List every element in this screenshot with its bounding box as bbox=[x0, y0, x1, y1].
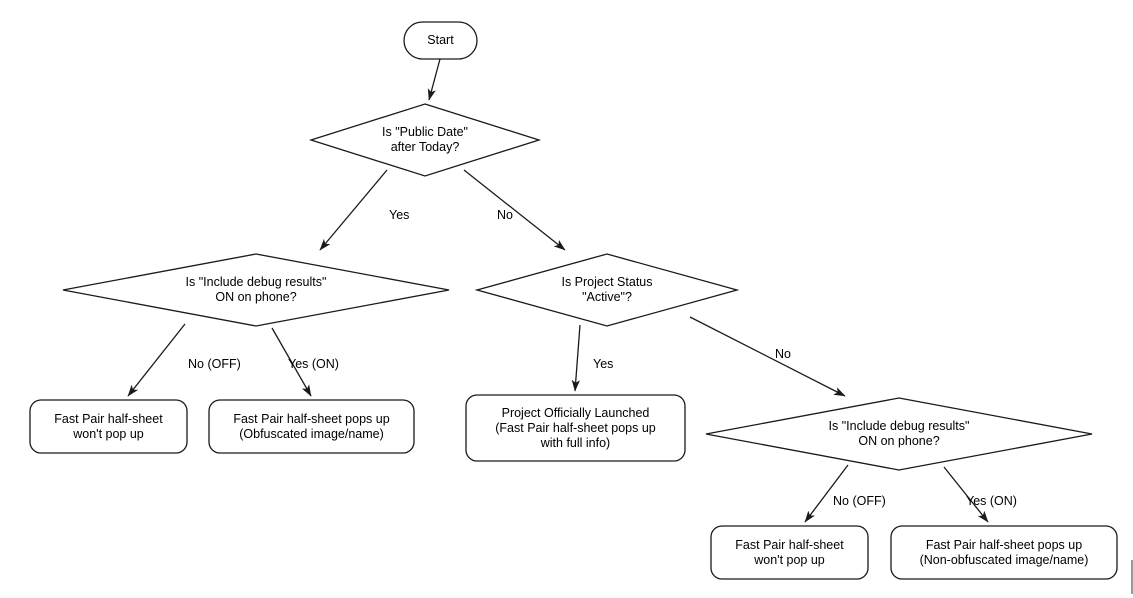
node-debug-results-left-decision bbox=[63, 254, 449, 326]
text-line: (Non-obfuscated image/name) bbox=[919, 552, 1089, 567]
node-debug-results-right-decision bbox=[706, 398, 1092, 470]
node-obfuscated-popup bbox=[209, 400, 414, 453]
text-line: ON on phone? bbox=[215, 290, 297, 304]
edge-label-project-status-yes: Yes bbox=[593, 357, 614, 371]
node-start bbox=[404, 22, 477, 59]
node-no-popup-right bbox=[711, 526, 868, 579]
text-line: Is Project Status bbox=[561, 275, 653, 289]
edge-project-status-yes bbox=[575, 325, 580, 391]
text-line: won't pop up bbox=[73, 426, 144, 441]
edge-label-public-date-no: No bbox=[497, 208, 513, 222]
text-line: Is "Include debug results" bbox=[185, 275, 327, 289]
edge-label-debug-right-no: No (OFF) bbox=[833, 494, 886, 508]
edge-start-to-public-date bbox=[429, 59, 440, 100]
node-no-popup-left bbox=[30, 400, 187, 453]
text-line: Project Officially Launched bbox=[501, 405, 650, 420]
edge-public-date-no bbox=[464, 170, 565, 250]
text-line: Fast Pair half-sheet bbox=[735, 537, 844, 552]
edge-label-debug-left-no: No (OFF) bbox=[188, 357, 241, 371]
text-line: "Active"? bbox=[582, 290, 632, 304]
text-line: Is "Public Date" bbox=[382, 125, 468, 139]
text-line: Fast Pair half-sheet pops up bbox=[233, 411, 390, 426]
node-officially-launched bbox=[466, 395, 685, 461]
edge-label-project-status-no: No bbox=[775, 347, 791, 361]
text-line: (Obfuscated image/name) bbox=[239, 426, 384, 441]
node-project-status-decision bbox=[477, 254, 737, 326]
edge-debug-left-no bbox=[128, 324, 185, 396]
text-line: Fast Pair half-sheet bbox=[54, 411, 163, 426]
edge-label-public-date-yes: Yes bbox=[389, 208, 410, 222]
text-line: Start bbox=[427, 33, 454, 47]
text-line: won't pop up bbox=[754, 552, 825, 567]
text-line: Is "Include debug results" bbox=[828, 419, 970, 433]
text-line: (Fast Pair half-sheet pops up bbox=[495, 420, 656, 435]
edge-public-date-yes bbox=[320, 170, 387, 250]
node-non-obfuscated-popup bbox=[891, 526, 1117, 579]
text-line: ON on phone? bbox=[858, 434, 940, 448]
text-line: after Today? bbox=[390, 140, 460, 154]
edge-label-debug-right-yes: Yes (ON) bbox=[966, 494, 1017, 508]
node-public-date-decision bbox=[311, 104, 539, 176]
text-line: Fast Pair half-sheet pops up bbox=[925, 537, 1083, 552]
edge-label-debug-left-yes: Yes (ON) bbox=[288, 357, 339, 371]
text-line: with full info) bbox=[540, 435, 611, 450]
edge-project-status-no bbox=[690, 317, 845, 396]
